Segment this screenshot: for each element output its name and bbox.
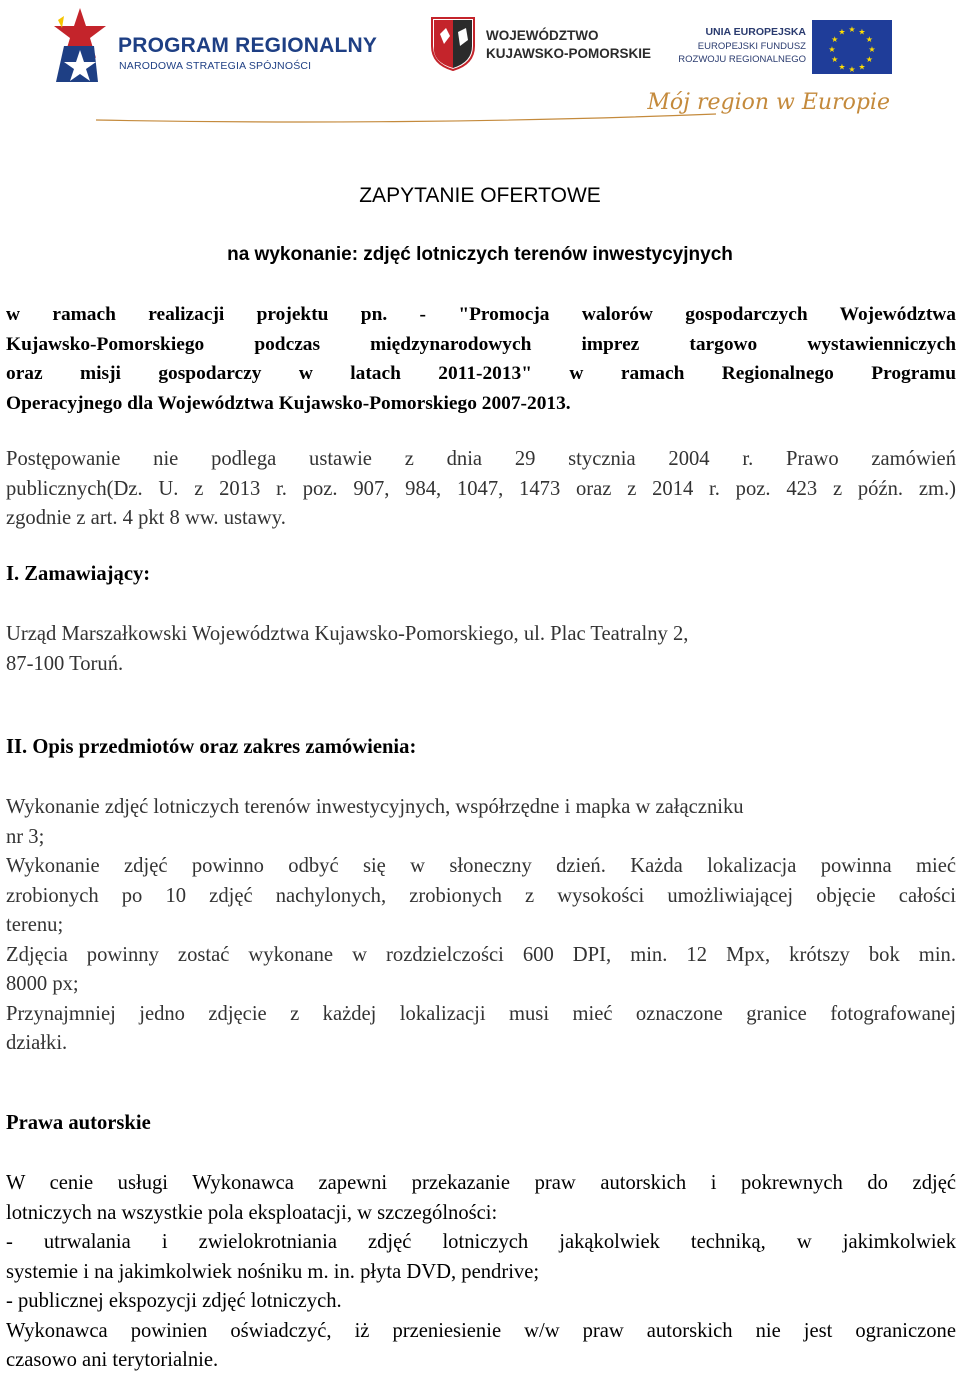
section-2-line: zrobionych po 10 zdjęć nachylonych, zrobionych z wysokości umożliwiającej objęcie całości [6,884,956,907]
document-subtitle: na wykonanie: zdjęć lotniczych terenów inwestycyjnych [227,244,733,265]
procedure-line: Postępowanie nie podlega ustawie z dnia 29 stycznia 2004 r. Prawo zamówień [6,448,956,470]
slogan [96,84,896,134]
section-1-body [6,620,956,679]
svg-text:★: ★ [848,25,856,34]
section-2-heading: II. Opis przedmiotów oraz zakres zamówienia: [6,736,417,758]
section-2-line: Wykonanie zdjęć lotniczych terenów inwestycyjnych, współrzędne i mapka w załączniku [6,796,744,818]
copyright-line: lotniczych na wszystkie pola eksploatacji, w szczególności: [6,1201,498,1224]
procedure-line: zgodnie z art. 4 pkt 8 ww. ustawy. [6,507,286,529]
project-line: oraz misji gospodarczy w latach 2011-2013" w ramach Regionalnego Programu [6,363,956,384]
copyright-line: - utrwalania i zwielokrotniania zdjęć lotniczych jakąkolwiek techniką, w jakimkolwiek [6,1231,956,1253]
svg-text:★: ★ [831,55,839,64]
copyright-body [6,1169,956,1376]
voivodeship-logo-line2: KUJAWSKO-POMORSKIE [486,46,652,61]
project-description [6,300,956,418]
eu-logo [678,18,900,78]
eu-flag-icon [812,20,892,74]
document-header [0,0,960,140]
svg-text:★: ★ [831,35,839,44]
section-2-line: Przynajmniej jedno zdjęcie z każdej lokalizacji musi mieć oznaczone granice fotografowanej [6,1002,956,1025]
procedure-line: publicznych(Dz. U. z 2013 r. poz. 907, 984, 1047, 1473 oraz z 2014 r. poz. 423 z późn. zm.) [6,477,956,500]
program-regionalny-star-icon [50,6,110,84]
svg-text:★: ★ [838,27,846,37]
eu-logo-line1: UNIA EUROPEJSKA [705,26,806,38]
svg-text:★: ★ [865,35,873,44]
section-2-line: 8000 px; [6,973,79,995]
voivodeship-logo [430,16,650,76]
section-2-line: działki. [6,1032,68,1054]
copyright-line: czasowo ani terytorialnie. [6,1349,219,1371]
svg-text:★: ★ [868,45,876,54]
voivodeship-shield-icon [430,16,476,72]
copyright-line: systemie i na jakimkolwiek nośniku m. in. płyta DVD, pendrive; [6,1260,540,1283]
svg-text:★: ★ [858,27,866,37]
program-regionalny-title: PROGRAM REGIONALNY [118,34,378,57]
copyright-line: Wykonawca powinien oświadczyć, iż przeniesienie w/w praw autorskich nie jest ograniczone [6,1319,956,1342]
section-2-line: Wykonanie zdjęć powinno odbyć się w słoneczny dzień. Każda lokalizacja powinna mieć [6,855,956,877]
section-1-line: Urząd Marszałkowski Województwa Kujawsko-Pomorskiego, ul. Plac Teatralny 2, [6,623,689,645]
eu-logo-line3: ROZWOJU REGIONALNEGO [678,54,806,65]
section-2-line: Zdjęcia powinny zostać wykonane w rozdzielczości 600 DPI, min. 12 Mpx, krótszy bok min. [6,943,956,966]
section-2-line: nr 3; [6,825,45,848]
copyright-heading: Prawa autorskie [6,1112,151,1134]
program-regionalny-subtitle: NARODOWA STRATEGIA SPÓJNOŚCI [119,60,312,72]
section-2-body [6,793,956,1059]
svg-text:★: ★ [848,65,856,74]
project-line: Operacyjnego dla Województwa Kujawsko-Pomorskiego 2007-2013. [6,392,571,414]
eu-logo-line2: EUROPEJSKI FUNDUSZ [697,41,806,52]
svg-text:★: ★ [858,62,866,72]
project-line: w ramach realizacji projektu pn. - "Promocja walorów gospodarczych Województwa [6,304,956,325]
section-1-heading: I. Zamawiający: [6,563,151,585]
procedure-note [6,445,956,534]
copyright-line: W cenie usługi Wykonawca zapewni przekazanie praw autorskich i pokrewnych do zdjęć [6,1172,956,1194]
voivodeship-logo-line1: WOJEWÓDZTWO [486,28,599,43]
document-title: ZAPYTANIE OFERTOWE [359,184,601,207]
copyright-line: - publicznej ekspozycji zdjęć lotniczych. [6,1290,342,1312]
section-2-line: terenu; [6,914,64,936]
project-line: Kujawsko-Pomorskiego podczas międzynarodowych imprez targowo wystawienniczych [6,333,956,355]
slogan-text: Mój region w Europie [647,90,890,115]
svg-text:★: ★ [838,62,846,72]
svg-text:★: ★ [865,55,873,64]
section-1-line: 87-100 Toruń. [6,652,124,675]
svg-text:★: ★ [828,45,836,54]
program-regionalny-logo [50,6,378,86]
